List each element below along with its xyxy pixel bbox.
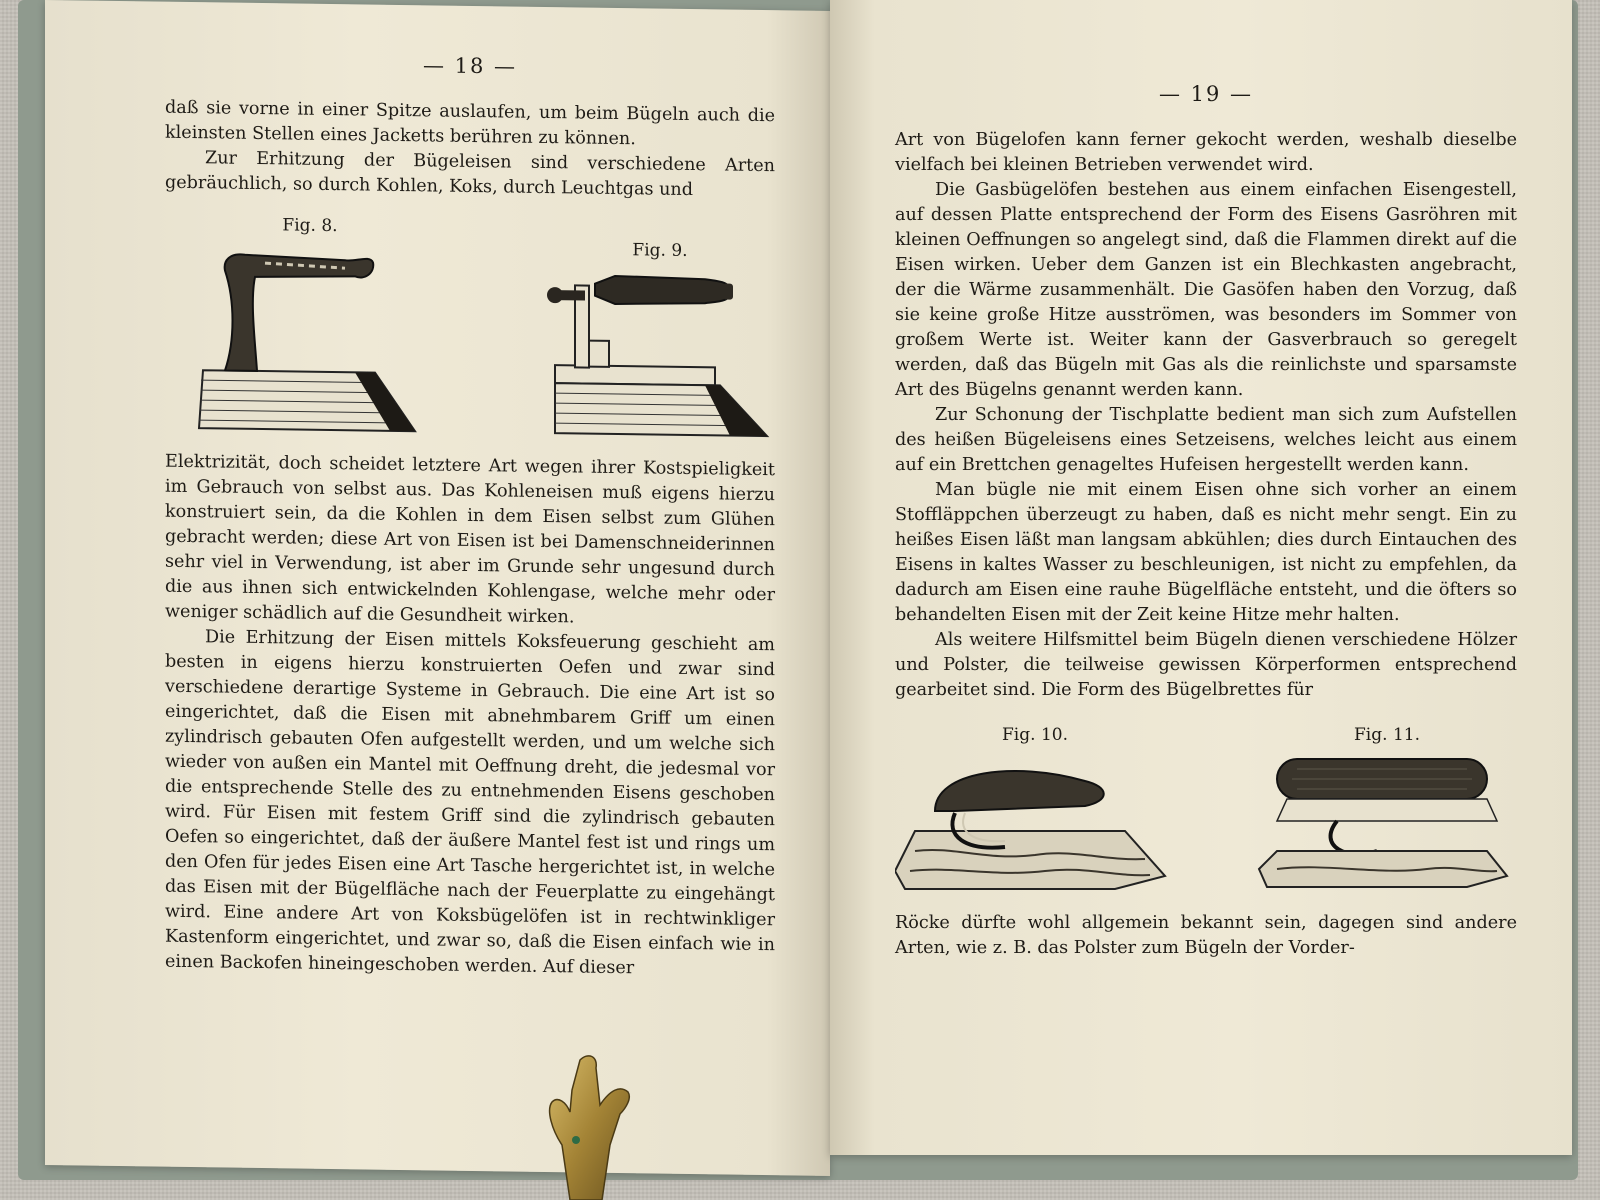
paragraph-6: Röcke dürfte wohl allgemein bekannt sein, dagegen sind andere Arten, wie z. B. das Polster zum Bügeln der Vorder-: [895, 913, 1517, 958]
sleeve-pad-illustration: [1257, 751, 1517, 891]
iron-stand-illustration: [895, 751, 1175, 891]
figure-11: [1257, 725, 1517, 895]
figure-row-8-9: [165, 214, 775, 443]
paragraph-2: Die Gasbügelöfen bestehen aus einem einfachen Eisengestell, auf dessen Platte entsprechend der Form des Eisens Gasröhren mit kleinen Oeffnungen so angelegt sind, daß die Flammen direkt auf die Eisen wirken. Ueber dem Ganzen ist ein Blechkasten angebracht, der die Wärme zusammenhält. Die Gasöfen haben den Vorzug, daß sie keine große Hitze ausströmen, was besonders im Sommer von großem Werte ist. Weiter kann der Gasverbrauch so geregelt werden, daß das Bügeln mit Gas als die reinlichste und sparsamste Art des Bügelns genannt werden kann.: [895, 180, 1517, 400]
charcoal-iron-illustration: [195, 240, 425, 433]
paragraph-1: Art von Bügelofen kann ferner gekocht werden, weshalb dieselbe vielfach bei kleinen Betrieben verwendet wird.: [895, 130, 1517, 175]
brass-hand-paperweight: [540, 1050, 650, 1200]
figure-10: [895, 725, 1175, 895]
paragraph-1: daß sie vorne in einer Spitze auslaufen, um beim Bügeln auch die kleinsten Stellen eines Jacketts berühren zu können.: [165, 97, 775, 150]
figure-caption: Fig. 9.: [632, 240, 688, 261]
left-page: [45, 0, 830, 1176]
paragraph-4: Man bügle nie mit einem Eisen ohne sich vorher an einem Stoffläppchen überzeugt zu haben, daß es nicht mehr sengt. Ein zu heißes Eisen läßt man langsam abkühlen; dies durch Eintauchen des Eisens in kaltes Wasser zu beschleunigen, ist nicht zu empfehlen, da dadurch am Eisen eine rauhe Bügelfläche entsteht, und die öfters so behandelten Eisen mit der Zeit keine Hitze mehr halten.: [895, 480, 1517, 625]
right-page: [830, 0, 1572, 1155]
figure-caption: Fig. 8.: [282, 215, 338, 237]
figure-row-10-11: [895, 725, 1517, 895]
gas-iron-illustration: [545, 265, 775, 438]
figure-caption: Fig. 11.: [1354, 725, 1420, 745]
page-number-left: — 18 —: [422, 53, 518, 79]
paragraph-3: Elektrizität, doch scheidet letztere Art wegen ihrer Kostspieligkeit im Gebrauch von selbst aus. Das Kohleneisen muß eigens hierzu konstruiert sein, da die Kohlen in dem Eisen selbst zum Glühen gebracht werden; diese Art von Eisen ist bei Damenschneiderinnen sehr viel in Verwendung, ist aber im Grunde sehr ungesund durch die aus ihnen sich entwickelnden Kohlengase, welche mehr oder weniger schädlich auf die Gesundheit wirken.: [165, 451, 775, 628]
paragraph-2: Zur Erhitzung der Bügeleisen sind verschiedene Arten gebräuchlich, so durch Kohlen, Koks, durch Leuchtgas und: [165, 148, 775, 201]
figure-caption: Fig. 10.: [1002, 725, 1068, 745]
page-number-right: — 19 —: [1158, 82, 1254, 106]
figure-8: [195, 214, 425, 437]
figure-9: [545, 239, 775, 442]
paragraph-3: Zur Schonung der Tischplatte bedient man sich zum Aufstellen des heißen Bügeleisens eines Setzeisens, welches leicht aus einem auf ein Brettchen genageltes Hufeisen hergestellt werden kann.: [895, 405, 1517, 475]
paragraph-4: Die Erhitzung der Eisen mittels Koksfeuerung geschieht am besten in eigens hierzu konstruierten Oefen und zwar sind verschiedene derartige Systeme in Gebrauch. Die eine Art ist so eingerichtet, daß die Eisen mit abnehmbarem Griff um einen zylindrisch gebauten Ofen aufgestellt werden, und um welche sich wieder von außen ein Mantel mit Oeffnung dreht, die jedesmal vor die entsprechende Stelle des zu entnehmenden Eisens geschoben wird. Für Eisen mit festem Griff sind die zylindrisch gebauten Oefen so eingerichtet, daß der äußere Mantel fest ist und rings um den Ofen für jedes Eisen eine Art Tasche hergerichtet ist, in welche das Eisen mit der Bügelfläche nach der Feuerplatte zu eingehängt wird. Eine andere Art von Koksbügelöfen ist in rechtwinkliger Kastenform eingerichtet, und zwar so, daß die Eisen einfach wie in einen Backofen hineingeschoben werden. Auf dieser: [165, 627, 775, 979]
paragraph-5: Als weitere Hilfsmittel beim Bügeln dienen verschiedene Hölzer und Polster, die teilweise gewissen Körperformen entsprechend gearbeitet sind. Die Form des Bügelbrettes für: [895, 630, 1517, 700]
